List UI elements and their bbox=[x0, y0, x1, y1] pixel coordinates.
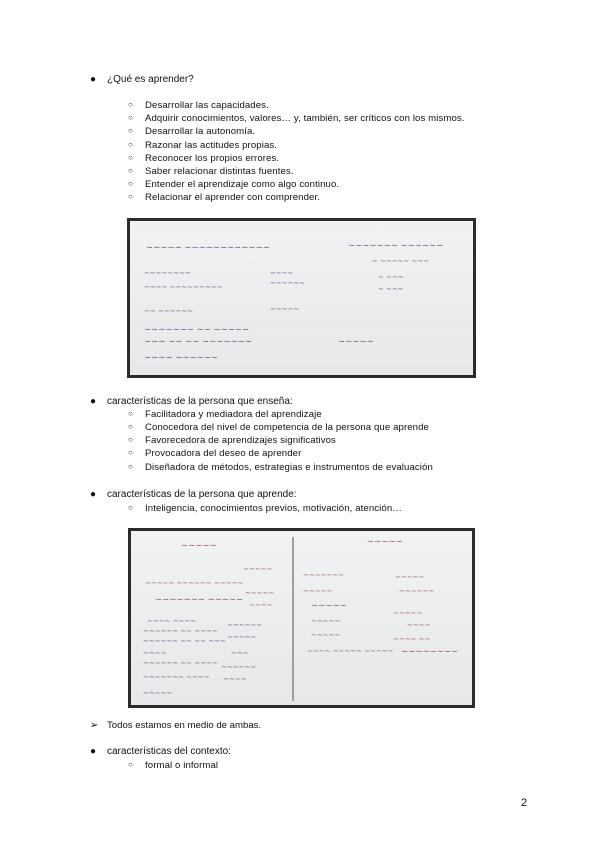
handwriting-scribble: ∼∼ ∼∼∼∼∼∼ bbox=[144, 307, 194, 315]
handwriting-scribble: ∼∼∼∼ ∼∼∼∼∼∼ bbox=[144, 353, 218, 363]
whiteboard-surface bbox=[131, 531, 472, 705]
bullet-icon: ● bbox=[90, 489, 97, 500]
handwriting-scribble: ∼∼∼∼ bbox=[223, 675, 247, 683]
handwriting-scribble: ∼∼∼∼∼ bbox=[311, 601, 347, 611]
circle-bullet-icon: ○ bbox=[128, 113, 133, 122]
circle-bullet-icon: ○ bbox=[128, 192, 133, 201]
circle-bullet-icon: ○ bbox=[128, 462, 133, 471]
page-number: 2 bbox=[521, 797, 528, 809]
handwriting-scribble: ∼∼∼∼ ∼∼∼∼ bbox=[147, 617, 197, 625]
handwriting-scribble: ∼∼∼ bbox=[231, 649, 249, 657]
handwriting-scribble: ∼∼∼∼ ∼∼∼∼∼ ∼∼∼∼∼ bbox=[307, 647, 394, 655]
whiteboard-surface bbox=[130, 221, 473, 375]
handwriting-scribble: ∼∼∼∼∼ bbox=[393, 609, 423, 617]
handwriting-scribble: ∼∼∼∼∼∼ bbox=[221, 663, 257, 671]
handwriting-scribble: ∼∼∼∼∼∼∼∼ bbox=[144, 269, 191, 277]
handwriting-scribble: ∼∼∼∼ bbox=[143, 649, 167, 657]
circle-bullet-icon: ○ bbox=[128, 503, 133, 512]
section-title: características de la persona que enseña: bbox=[107, 396, 293, 407]
circle-bullet-icon: ○ bbox=[128, 422, 133, 431]
handwriting-scribble: ∼∼∼∼∼∼∼∼ bbox=[401, 647, 458, 657]
circle-bullet-icon: ○ bbox=[128, 760, 133, 769]
arrow-note-text: Todos estamos en medio de ambas. bbox=[107, 720, 262, 731]
handwriting-scribble: ∼∼∼∼∼ bbox=[143, 689, 173, 697]
board-divider bbox=[292, 537, 294, 701]
circle-bullet-icon: ○ bbox=[128, 166, 133, 175]
handwriting-scribble: ∼∼∼∼∼∼ ∼∼ ∼∼ ∼∼∼ bbox=[143, 637, 226, 645]
handwriting-scribble: ∼∼∼∼∼∼∼ ∼∼∼∼∼ bbox=[155, 595, 244, 605]
handwriting-scribble: ∼∼∼∼ ∼∼ bbox=[393, 635, 431, 643]
handwriting-scribble: ∼∼∼∼∼ bbox=[181, 541, 217, 551]
section-title: características de la persona que aprende: bbox=[107, 489, 297, 500]
circle-bullet-icon: ○ bbox=[128, 179, 133, 188]
handwriting-scribble: ∼∼∼∼∼∼ bbox=[399, 587, 435, 595]
handwriting-scribble: ∼ ∼∼∼ bbox=[378, 273, 404, 281]
bullet-icon: ● bbox=[90, 74, 97, 85]
bullet-icon: ● bbox=[90, 746, 97, 757]
whiteboard-photo-2 bbox=[128, 528, 475, 708]
handwriting-scribble: ∼∼∼∼∼∼ bbox=[270, 279, 306, 287]
circle-bullet-icon: ○ bbox=[128, 435, 133, 444]
section-title: características del contexto: bbox=[107, 746, 231, 757]
handwriting-scribble: ∼∼∼∼∼ bbox=[303, 587, 333, 595]
circle-bullet-icon: ○ bbox=[128, 140, 133, 149]
handwriting-scribble: ∼∼∼ ∼∼ ∼∼ ∼∼∼∼∼∼∼ bbox=[144, 337, 252, 347]
handwriting-scribble: ∼∼∼∼∼ bbox=[245, 589, 275, 597]
section-title: ¿Qué es aprender? bbox=[107, 74, 194, 85]
handwriting-scribble: ∼∼∼∼∼ bbox=[367, 537, 403, 547]
circle-bullet-icon: ○ bbox=[128, 100, 133, 109]
handwriting-scribble: ∼∼∼∼ ∼∼∼∼∼∼∼∼∼ bbox=[144, 283, 223, 291]
handwriting-scribble: ∼∼∼∼∼ ∼∼∼∼∼∼ ∼∼∼∼∼ bbox=[145, 579, 244, 587]
whiteboard-photo-1 bbox=[127, 218, 476, 378]
handwriting-scribble: ∼∼∼∼∼ bbox=[311, 617, 341, 625]
handwriting-scribble: ∼ ∼∼∼∼∼ ∼∼∼ bbox=[372, 257, 430, 265]
handwriting-scribble: ∼∼∼∼ bbox=[249, 601, 273, 609]
handwriting-scribble: ∼ ∼∼∼ bbox=[378, 285, 404, 293]
circle-bullet-icon: ○ bbox=[128, 126, 133, 135]
bullet-icon: ● bbox=[90, 396, 97, 407]
handwriting-scribble: ∼∼∼∼ bbox=[407, 621, 431, 629]
handwriting-scribble: ∼∼∼∼∼ bbox=[243, 565, 273, 573]
circle-bullet-icon: ○ bbox=[128, 409, 133, 418]
handwriting-scribble: ∼∼∼∼∼∼∼ ∼∼∼∼ bbox=[143, 673, 210, 681]
handwriting-scribble: ∼∼∼∼∼∼ ∼∼ ∼∼∼∼ bbox=[143, 627, 218, 635]
arrow-bullet-icon: ➢ bbox=[90, 720, 99, 731]
handwriting-scribble: ∼∼∼∼∼ bbox=[338, 337, 374, 347]
circle-bullet-icon: ○ bbox=[128, 448, 133, 457]
handwriting-scribble: ∼∼∼∼∼ bbox=[395, 573, 425, 581]
handwriting-scribble: ∼∼∼∼∼ bbox=[311, 631, 341, 639]
handwriting-scribble: ∼∼∼∼∼∼∼ bbox=[303, 571, 345, 579]
handwriting-scribble: ∼∼∼∼∼ bbox=[270, 305, 300, 313]
handwriting-scribble: ∼∼∼∼∼∼ ∼∼ ∼∼∼∼ bbox=[143, 659, 218, 667]
handwriting-scribble: ∼∼∼∼∼∼ bbox=[227, 621, 263, 629]
circle-bullet-icon: ○ bbox=[128, 153, 133, 162]
handwriting-scribble: ∼∼∼∼∼ ∼∼∼∼∼∼∼∼∼∼∼∼ bbox=[146, 243, 270, 253]
handwriting-scribble: ∼∼∼∼∼ bbox=[227, 633, 257, 641]
handwriting-scribble: ∼∼∼∼∼∼∼ ∼∼∼∼∼∼ bbox=[348, 241, 444, 251]
handwriting-scribble: ∼∼∼∼∼∼∼ ∼∼ ∼∼∼∼∼ bbox=[144, 325, 250, 335]
handwriting-scribble: ∼∼∼∼ bbox=[270, 269, 294, 277]
